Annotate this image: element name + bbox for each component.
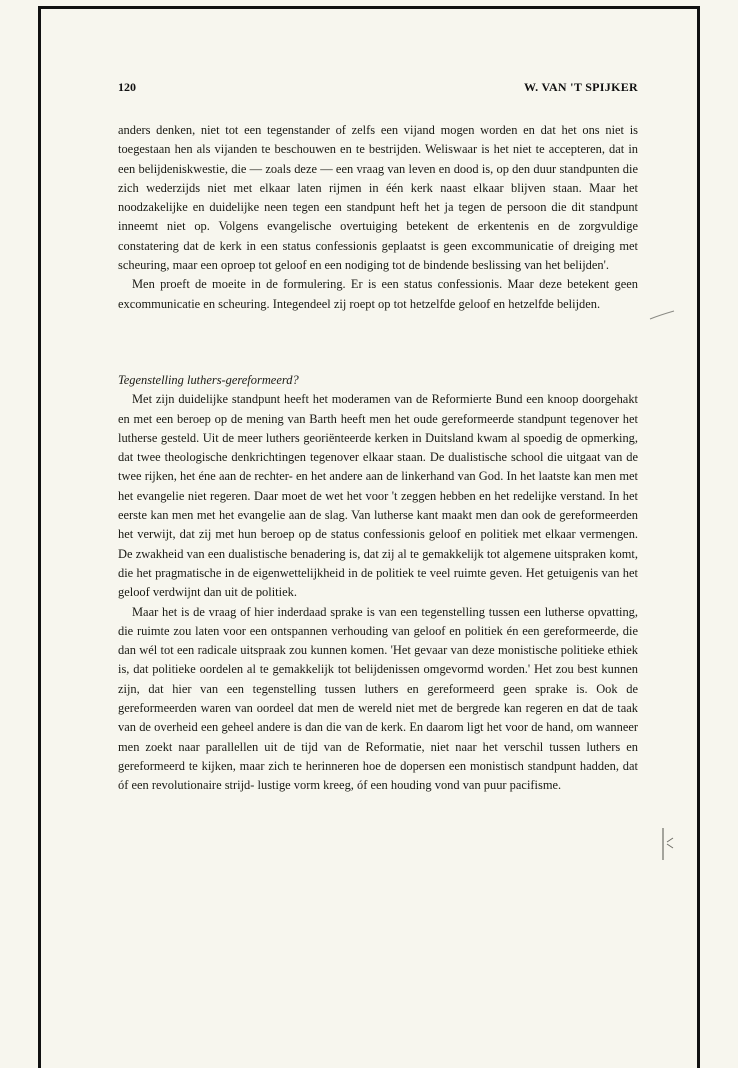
text-line: overtuiging betekent de erkentenis en de zorgvuldige constatering dat de kerk: [118, 219, 638, 253]
text-line: anders denken, niet tot een tegenstander of zelfs een vijand mogen worden en: [118, 123, 535, 137]
text-line: en gereformeerd geen sprake is. Ook de gereformeerden waren van oordeel dat: [118, 681, 638, 716]
scan-border-top: [38, 6, 700, 9]
scan-border-right: [697, 6, 700, 1068]
text-line: wederzijds niet met elkaar laten rijmen in één kerk naast elkaar blijven staan.: [146, 180, 582, 195]
pencil-dash-mark: [648, 308, 676, 322]
text-line: is, dat politieke oordelen al te gemakkelijk tot belijdenissen omgevormd: [118, 662, 484, 677]
main-text: [118, 121, 638, 796]
section-heading: Tegenstelling luthers-gereformeerd?: [118, 372, 299, 387]
text-line: hetzelfde geloof en hetzelfde belijden.: [409, 296, 601, 311]
paragraph-1: [118, 121, 638, 275]
paragraph-4: [118, 603, 638, 796]
text-line: komt, die het pragmatische in de eigenwettelijkheid in de politiek te veel ruimte: [118, 546, 638, 580]
text-line: van geloof en politiek én een gereformeerde, die dan wél tot een radicale: [118, 623, 638, 658]
text-line: Met zijn duidelijke standpunt heeft het moderamen van de Reformierte Bund: [132, 392, 523, 407]
running-head: [118, 80, 638, 98]
text-line: de dopersen een monistisch standpunt hadden, dat óf een revolutionaire strijd-: [118, 758, 638, 793]
text-line: tegen de persoon die dit standpunt inneemt niet op. Volgens evangelische: [118, 200, 639, 234]
text-line: de linkerhand van God. In het laatste kan men met het evangelie niet regeren.: [118, 469, 639, 503]
text-line: een lutherse opvatting, die ruimte zou laten voor een ontspannen verhouding: [118, 604, 638, 638]
paragraph-2: [118, 275, 638, 314]
text-line: een geheel andere is dan die van de kerk. En daarom ligt het voor de hand, om: [200, 720, 593, 735]
text-line: lustige vorm kreeg, óf een houding vond van puur pacifisme.: [257, 778, 562, 793]
text-line: confessionis geloof en politiek met elkaar vermengen. De zwakheid van een: [118, 527, 639, 561]
author-running-head: W. VAN 'T SPIJKER: [523, 80, 638, 94]
page-number: 120: [118, 80, 136, 94]
text-line: van het belijden'.: [524, 258, 609, 273]
text-line: worden.' Het zou best kunnen zijn, dat hier van een tegenstelling tussen luthers: [118, 662, 639, 696]
text-line: men de wereld niet met de bergrede kan regeren en dat de taak van de overheid: [118, 701, 639, 735]
text-line: uitspraak zou kunnen komen. 'Het gevaar van deze monistische politieke ethiek: [240, 643, 638, 658]
text-line: Maar het noodzakelijke en duidelijke neen tegen een standpunt heft het ja: [118, 180, 639, 215]
text-line: deze — een vraag van leven en dood is, op den duur standpunten die zich: [118, 161, 638, 195]
text-line: Daar moet de wet het voor 't zeggen hebben en het redelijke verstand. In het: [253, 488, 639, 503]
text-line: Weliswaar is het niet te accepteren, dat in een belijdeniskwestie, die — zoals: [118, 142, 638, 176]
pencil-bracket-mark: [659, 826, 681, 862]
text-line: het oude gereformeerde standpunt tegenover het lutherse gesteld. Uit de meer: [118, 411, 638, 445]
text-line: een knoop doorgehakt en met een beroep op de mening van Barth heeft men: [118, 392, 638, 426]
text-line: Maar het is de vraag of hier inderdaad sprake is van een tegenstelling tussen: [132, 604, 520, 619]
text-line: eerste kan men met het evangelie aan de slag. Van lutherse kant maakt men: [118, 508, 497, 523]
text-line: wanneer men zoekt naar parallellen uit de tijd van de Reformatie, niet naar het: [118, 720, 639, 754]
text-line: school die uitgaat van de twee rijken, het éne aan de rechter- en het andere aan: [118, 450, 639, 484]
paragraph-3: [118, 390, 638, 602]
text-line: Men proeft de moeite in de formulering. Er is een status confessionis. Maar: [132, 277, 534, 292]
text-line: twee theologische denkrichtingen tegenover elkaar staan. De dualistische: [137, 450, 508, 465]
text-line: geven. Het getuigenis van het geloof verdwijnt dan uit de politiek.: [118, 565, 639, 600]
text-line: dat het ons niet is toegestaan hen als vijanden te beschouwen en te bestrijden.: [118, 123, 638, 157]
text-line: luthers georiënteerde kerken in Duitsland kwam al spoedig de opmerking, dat: [118, 430, 639, 465]
text-line: dualistische benadering is, dat zij al te gemakkelijk tot algemene uitspraken: [228, 546, 607, 561]
text-line: deze betekent geen excommunicatie en scheuring. Integendeel zij roept op tot: [118, 277, 638, 311]
text-line: scheuring, maar een oproep tot geloof en een nodiging tot de bindende beslissing: [118, 258, 522, 273]
text-line: in een status confessionis geplaatst is geen excommunicatie of dreiging met: [246, 238, 638, 253]
scan-border-left: [38, 6, 41, 1068]
text-line: verschil tussen luthers en gereformeerd te kijken, maar zich te herinneren hoe: [118, 739, 638, 773]
text-line: dan ook de gereformeerden het verwijt, dat zij met hun beroep op de status: [118, 508, 638, 542]
